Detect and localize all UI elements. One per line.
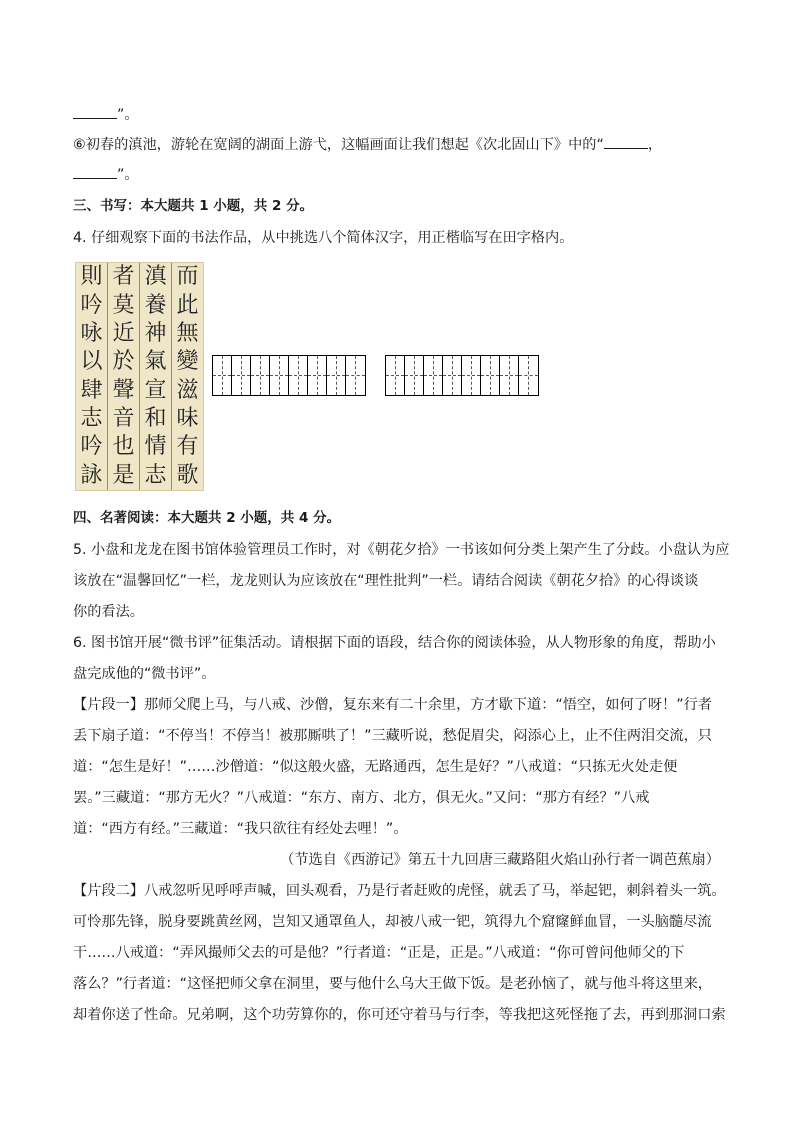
- passage-1-line: 道：“西方有经。”三藏道：“我只欲往有经处去哩！”。: [73, 821, 408, 837]
- section-title-writing: 三、书写：本大题共 1 小题，共 2 分。: [73, 198, 314, 214]
- question-5-line: 该放在“温馨回忆”一栏，龙龙则认为应该放在“理性批判”一栏。请结合阅读《朝花夕拾》的心得谈谈: [73, 573, 699, 589]
- grid-cell[interactable]: [289, 356, 308, 395]
- passage-2-line: 落么？”行者道：“这怪把师父拿在洞里，要与他什么乌大王做下饭。是老孙恼了，就与他斗将这里来，: [73, 976, 712, 992]
- question-5-line: 5. 小盘和龙龙在图书馆体验管理员工作时，对《朝花夕拾》一书该如何分类上架产生了分歧。小盘认为应: [73, 542, 730, 558]
- passage-2-line: 可怜那先锋，脱身要跳黄丝网，岂知又通罩鱼人，却被八戒一钯，筑得九个窟窿鲜血冒，一头脑髓尽流: [73, 914, 712, 930]
- passage-1-line: 丢下扇子道：“不停当！不停当！被那厮哄了！”三藏听说，愁促眉尖，闷添心上，止不住两泪交流，只: [73, 728, 712, 744]
- grid-cell[interactable]: [462, 356, 481, 395]
- question-item-6: ⑥初春的滇池，游轮在宽阔的湖面上游弋，这幅画面让我们想起《次北固山下》中的“ ，: [73, 134, 662, 155]
- section-title-reading: 四、名著阅读：本大题共 2 小题，共 4 分。: [73, 510, 341, 526]
- question-4: 4. 仔细观察下面的书法作品，从中挑选八个简体汉字，用正楷临写在田字格内。: [73, 230, 574, 246]
- grid-cell[interactable]: [519, 356, 538, 395]
- calligraphy-column-4: 而 此 無 變 滋 味 有 歌: [176, 264, 199, 488]
- fill-blank[interactable]: [73, 164, 117, 179]
- fill-blank[interactable]: [73, 104, 117, 119]
- tianzige-grid-left: [212, 355, 366, 396]
- grid-cell[interactable]: [213, 356, 232, 395]
- passage-2-line: 【片段二】八戒忽听见呼呼声喊，回头观看，乃是行者赶败的虎怪，就丢了马，举起钯，刺斜着头一筑。: [73, 883, 726, 899]
- grid-cell[interactable]: [443, 356, 462, 395]
- question-5-line: 你的看法。: [73, 604, 144, 620]
- grid-cell[interactable]: [327, 356, 346, 395]
- grid-cell[interactable]: [251, 356, 270, 395]
- passage-2-line: 却着你送了性命。兄弟啊，这个功劳算你的，你可还守着马与行李，等我把这死怪拖了去，再到那洞口索: [73, 1007, 726, 1023]
- calligraphy-column-1: 則 吟 咏 以 肆 志 吟 詠: [80, 264, 103, 488]
- grid-cell[interactable]: [405, 356, 424, 395]
- calligraphy-column-2: 者 莫 近 於 聲 音 也 是: [112, 264, 135, 488]
- question-6-line: 盘完成他的“微书评”。: [73, 666, 216, 682]
- fill-blank[interactable]: [604, 134, 648, 149]
- grid-cell[interactable]: [500, 356, 519, 395]
- calligraphy-artwork: [75, 262, 204, 491]
- grid-cell[interactable]: [346, 356, 365, 395]
- passage-1-source: （节选自《西游记》第五十九回唐三藏路阻火焰山孙行者一调芭蕉扇）: [280, 852, 720, 868]
- passage-1-line: 罢。”三藏道：“那方无火？”八戒道：“东方、南方、北方，俱无火。”又问：“那方有经？”八戒: [73, 790, 650, 806]
- passage-1-line: 【片段一】那师父爬上马，与八戒、沙僧，复东来有二十余里，方才歇下道：“悟空，如何了呀！”行者: [73, 697, 712, 713]
- passage-1-line: 道：“怎生是好！”……沙僧道：“似这般火盛，无路通西，怎生是好？”八戒道：“只拣无火处走便: [73, 759, 678, 775]
- grid-cell[interactable]: [481, 356, 500, 395]
- answer-line-1: ”。: [73, 104, 139, 125]
- grid-cell[interactable]: [308, 356, 327, 395]
- tianzige-grid-right: [385, 355, 539, 396]
- passage-2-line: 干……八戒道：“弄风撮师父去的可是他？”行者道：“正是，正是。”八戒道：“你可曾问他师父的下: [73, 945, 685, 961]
- question-6-line: 6. 图书馆开展“微书评”征集活动。请根据下面的语段，结合你的阅读体验，从人物形象的角度，帮助小: [73, 635, 716, 651]
- grid-cell[interactable]: [386, 356, 405, 395]
- grid-cell[interactable]: [270, 356, 289, 395]
- grid-cell[interactable]: [424, 356, 443, 395]
- grid-cell[interactable]: [232, 356, 251, 395]
- calligraphy-column-3: 滇 養 神 氣 宣 和 情 志: [144, 264, 167, 488]
- answer-line-3: ”。: [73, 164, 139, 185]
